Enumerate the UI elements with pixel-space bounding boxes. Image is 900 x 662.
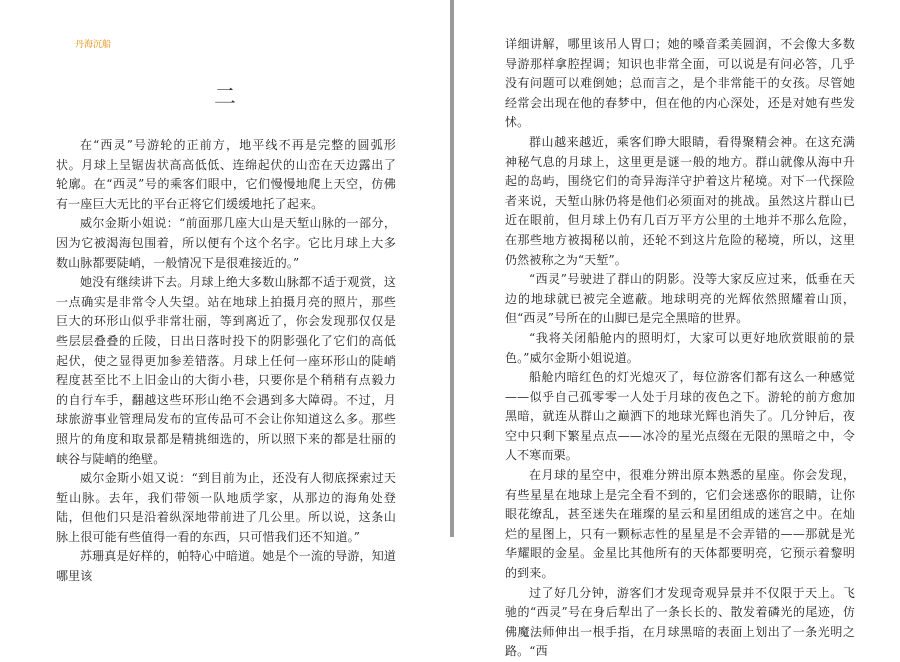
paragraph: 在月球的星空中，很难分辨出原本熟悉的星座。你会发现，有些星星在地球上是完全看不到的，它们会迷惑你的眼睛，让你眼花缭乱，甚至迷失在璀璨的星云和星团组成的迷宫之中。在灿烂的星图上，只有一颗标志性的星星是不会弄错的——那就是光华耀眼的金星。金星比其他所有的天体都要明亮，它预示着黎明的到来。: [505, 468, 855, 581]
paragraph: 威尔金斯小姐又说：“到目前为止，还没有人彻底探索过天堑山脉。去年，我们带领一队地质学家，从那边的海角处登陆，但他们只是沿着纵深地带前进了几公里。所以说，这条山脉上很可能有些值得一看的东西，只可惜我们还不知道。”: [56, 471, 396, 544]
page-gutter-divider: [450, 0, 454, 537]
paragraph: 过了好几分钟，游客们才发现奇观异景并不仅限于天上。飞驰的“西灵”号在身后犁出了一条长长的、散发着磷光的尾迹，仿佛魔法师伸出一根手指，在月球黑暗的表面上划出了一条光明之路。“西: [505, 585, 855, 659]
paragraph: 船舱内暗红色的灯光熄灭了，每位游客们都有这么一种感觉——似乎自己孤零零一人处于月球的夜色之下。游轮的前方愈加黑暗，就连从群山之巅洒下的地球光辉也消失了。几分钟后，夜空中只剩下繁星点点——冰冷的星光点缀在无限的黑暗之中，令人不寒而栗。: [505, 370, 855, 463]
right-page: [455, 0, 900, 659]
paragraph: “我将关闭船舱内的照明灯，大家可以更好地欣赏眼前的景色。”威尔金斯小姐说道。: [505, 330, 855, 365]
paragraph: 详细讲解，哪里该吊人胃口；她的嗓音柔美圆润，不会像大多数导游那样拿腔捏调；知识也非常全面，可以说是有问必答，几乎没有问题可以难倒她；总而言之，是个非常能干的女孩。尽管她经常会出现在他的春梦中，但在他的内心深处，还是对她有些发怵。: [505, 37, 855, 130]
left-page-body: [56, 136, 396, 587]
paragraph: 在“西灵”号游轮的正前方，地平线不再是完整的圆弧形状。月球上呈锯齿状高高低低、连绵起伏的山峦在天边露出了轮廓。在“西灵”号的乘客们眼中，它们慢慢地爬上天空，仿佛有一座巨大无比的平台正将它们缓缓地托了起来。: [56, 138, 396, 211]
book-title-header: 丹海沉船: [75, 40, 112, 50]
paragraph: 她没有继续讲下去。月球上绝大多数山脉都不适于观赏，这一点确实是非常令人失望。站在地球上拍摄月亮的照片，那些巨大的环形山似乎非常壮丽，等到离近了，你会发现那仅仅是些层层叠叠的丘陵，日出日落时投下的阴影强化了它们的高低起伏，使之显得更加参差错落。月球上任何一座环形山的陡峭程度甚至比不上旧金山的大街小巷，只要你是个稍稍有点毅力的自行车手，翻越这些环形山绝不会遇到多大障碍。不过，月球旅游事业管理局发布的宣传品可不会让你知道这么多。那些照片的角度和取景都是精挑细选的，所以照下来的都是壮丽的峡谷与陡峭的绝壁。: [56, 275, 396, 466]
paragraph: 威尔金斯小姐说：“前面那几座大山是天堑山脉的一部分，因为它被渴海包围着，所以便有个这个名字。它比月球上大多数山脉都要陡峭，一般情况下是很难接近的。”: [56, 216, 396, 270]
paragraph: 苏珊真是好样的，帕特心中暗道。她是个一流的导游，知道哪里该: [56, 549, 396, 584]
left-page: [0, 0, 450, 584]
chapter-title: 二: [213, 85, 236, 110]
paragraph: 群山越来越近，乘客们睁大眼睛，看得聚精会神。在这充满神秘气息的月球上，这里更是谜一般的地方。群山就像从海中升起的岛屿，围绕它们的奇异海洋守护着这片秘境。对下一代探险者来说，天堑山脉仍将是他们必须面对的挑战。虽然这片群山已近在眼前，但月球上仍有几百万平方公里的土地并不那么危险，在那些地方被揭秘以前，还轮不到这片危险的秘境，所以，这里仍然被称之为“天堑”。: [505, 134, 855, 267]
paragraph: “西灵”号驶进了群山的阴影。没等大家反应过来，低垂在天边的地球就已被完全遮蔽。地球明亮的光辉依然照耀着山顶，但“西灵”号所在的山脚已是完全黑暗的世界。: [505, 272, 855, 326]
right-page-body: [505, 35, 855, 662]
